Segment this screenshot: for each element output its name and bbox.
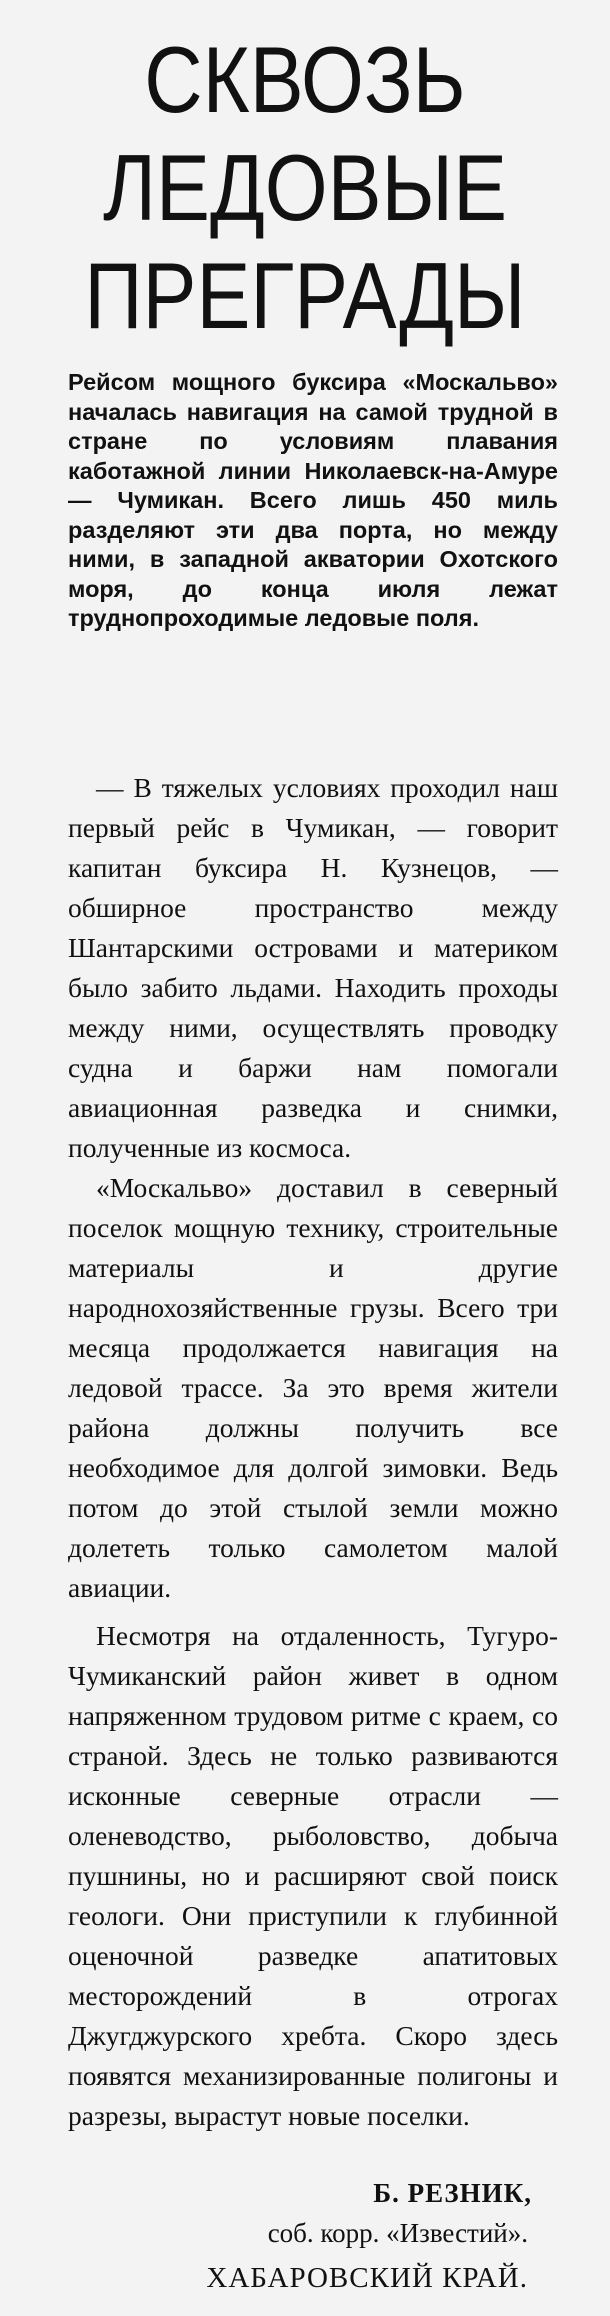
author-role: соб. корр. «Известий». <box>267 2218 528 2248</box>
body-paragraph-3: Несмотря на отдаленность, Тугуро-Чумиканский район живет в одном напряженном трудовом ритме с краем, со страной. Здесь не только развиваются исконные северные отрасли — оленеводство, рыболовство, добыча пушнины, но и расширяют свой поиск геологи. Они приступили к глубинной оценочной разведке апатитовых месторождений в отрогах Джугджурского хребта. Скоро здесь появятся механизированные полигоны и разрезы, вырастут новые поселки. <box>68 1620 558 2131</box>
dateline-place: ХАБАРОВСКИЙ КРАЙ. <box>206 2262 528 2294</box>
body-paragraph-1: — В тяжелых условиях проходил наш первый рейс в Чумикан, — говорит капитан буксира Н. Кузнецов, — обширное пространство между Шантарскими островами и материком было забито льдами. Находить проходы между ними, осуществлять проводку судна и баржи нам помогали авиационная разведка и снимки, полученные из космоса. <box>68 772 558 1163</box>
body-paragraph-2: «Москальво» доставил в северный поселок мощную технику, строительные материалы и другие народнохозяйственные грузы. Всего три месяца продолжается навигация на ледовой трассе. За это время жители района должны получить все необходимое для долгой зимовки. Ведь потом до этой стылой земли можно долететь только самолетом малой авиации. <box>68 1172 558 1603</box>
headline-line-2: ЛЕДОВЫЕ <box>102 135 508 240</box>
headline-line-3: ПРЕГРАДЫ <box>84 243 526 348</box>
article-body <box>68 768 558 2136</box>
lead-paragraph: Рейсом мощного буксира «Москальво» началась навигация на самой трудной в стране по условиям плавания каботажной линии Николаевск-на-Амуре — Чумикан. Всего лишь 450 миль разделяют эти два порта, но между ними, в западной акватории Охотского моря, до конца июля лежат труднопроходимые ледовые поля. <box>68 369 558 631</box>
headline-line-1: СКВОЗЬ <box>144 27 466 132</box>
author-name: Б. РЕЗНИК, <box>373 2178 532 2208</box>
